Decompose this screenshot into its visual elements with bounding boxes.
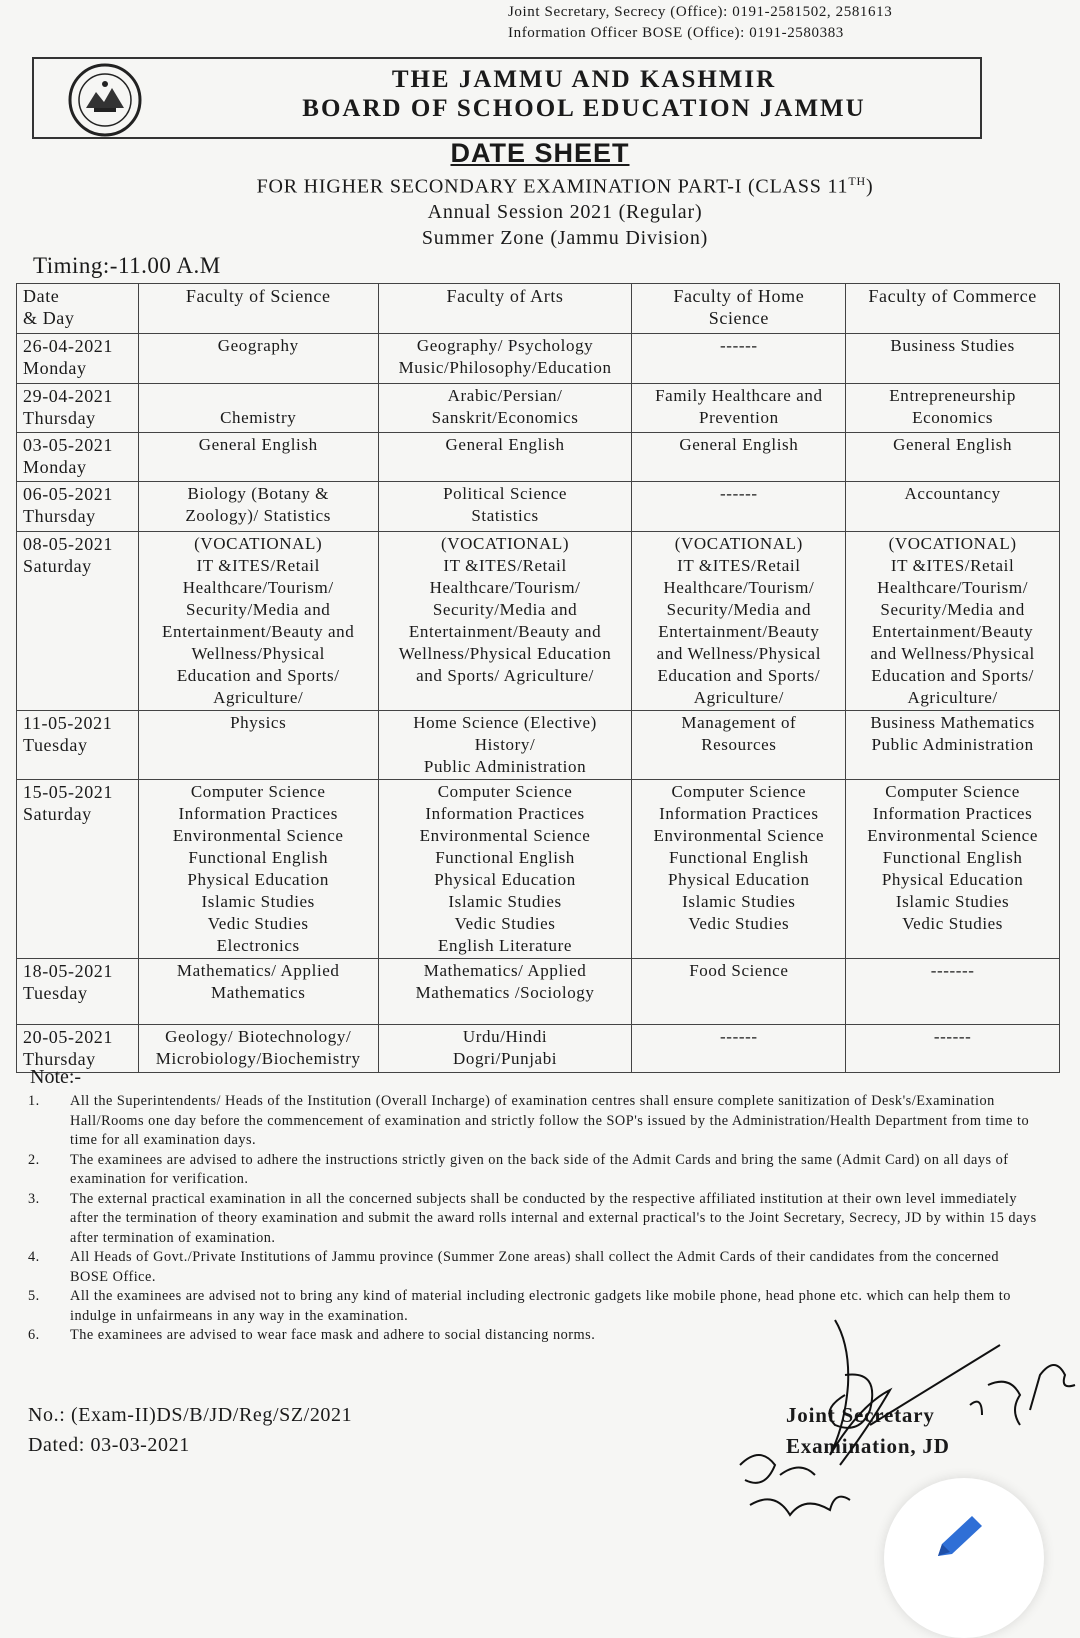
table-header-row bbox=[17, 284, 1060, 334]
reference-number: No.: (Exam-II)DS/B/JD/Reg/SZ/2021 bbox=[28, 1404, 353, 1426]
table-row bbox=[17, 780, 1060, 959]
table-row bbox=[17, 433, 1060, 482]
table-row bbox=[17, 334, 1060, 384]
signatory-department: Examination, JD bbox=[786, 1434, 950, 1458]
header-arts: Faculty of Arts bbox=[378, 284, 632, 334]
cell-science: Chemistry bbox=[138, 384, 378, 433]
pencil-icon bbox=[930, 1512, 990, 1562]
header-commerce: Faculty of Commerce bbox=[846, 284, 1060, 334]
cell-home: ------ bbox=[632, 482, 846, 532]
exam-subtitle-text: FOR HIGHER SECONDARY EXAMINATION PART-I (CLASS 11 bbox=[256, 175, 849, 198]
header-date: Date & Day bbox=[17, 284, 139, 334]
board-header bbox=[32, 57, 982, 139]
note-item bbox=[28, 1151, 1038, 1190]
note-item bbox=[28, 1248, 1038, 1287]
cell-commerce: Computer Science Information Practices Environmental Science Functional English Physical Education Islamic Studies Vedic Studies bbox=[846, 780, 1060, 959]
cell-home: ------ bbox=[632, 1025, 846, 1073]
cell-science: Geography bbox=[138, 334, 378, 384]
note-text: All Heads of Govt./Private Institutions of Jammu province (Summer Zone areas) shall collect the Admit Cards of their candidates from the concerned BOSE Office. bbox=[70, 1249, 999, 1285]
exam-subtitle bbox=[0, 174, 1080, 199]
note-text: All the Superintendents/ Heads of the Institution (Overall Incharge) of examination centres shall ensure complete sanitization of Desk's/Examination Hall/Rooms one day before the commencement of examination and strictly follow the SOP's issued by the Administration/Health Department from time to time for all examination days. bbox=[70, 1093, 1030, 1148]
note-text: The examinees are advised to adhere the instructions strictly given on the back side of the Admit Cards and bring the same (Admit Card) on all days of examination for verification. bbox=[70, 1151, 1009, 1187]
cell-home: Family Healthcare and Prevention bbox=[632, 384, 846, 433]
note-number: 4. bbox=[28, 1249, 40, 1265]
cell-science: Computer Science Information Practices Environmental Science Functional English Physical Education Islamic Studies Vedic Studies Electronics bbox=[138, 780, 378, 959]
signatory-block bbox=[786, 1400, 950, 1462]
cell-arts: Arabic/Persian/ Sanskrit/Economics bbox=[378, 384, 632, 433]
cell-commerce: Accountancy bbox=[846, 482, 1060, 532]
cell-home: ------ bbox=[632, 334, 846, 384]
cell-commerce: ------ bbox=[846, 1025, 1060, 1073]
board-name-line2: BOARD OF SCHOOL EDUCATION JAMMU bbox=[302, 95, 866, 122]
cell-date: 26-04-2021 Monday bbox=[17, 334, 139, 384]
signatory-title: Joint Secretary bbox=[786, 1403, 935, 1427]
note-number: 3. bbox=[28, 1190, 40, 1207]
exam-subtitle-sup: TH bbox=[848, 174, 866, 188]
date-sheet-table bbox=[16, 283, 1060, 1073]
note-number: 6. bbox=[28, 1327, 40, 1343]
exam-subtitle-close: ) bbox=[865, 175, 874, 198]
timing: Timing:-11.00 A.M bbox=[33, 253, 221, 278]
cell-home: (VOCATIONAL) IT &ITES/Retail Healthcare/Tourism/ Security/Media and Entertainment/Beauty and Wellness/Physical Education and Sports/ Agriculture/ bbox=[632, 532, 846, 711]
cell-arts: Home Science (Elective) History/ Public Administration bbox=[378, 711, 632, 780]
note-number: 1. bbox=[28, 1093, 40, 1109]
cell-arts: Computer Science Information Practices Environmental Science Functional English Physical Education Islamic Studies Vedic Studies English Literature bbox=[378, 780, 632, 959]
cell-arts: (VOCATIONAL) IT &ITES/Retail Healthcare/Tourism/ Security/Media and Entertainment/Beauty and Wellness/Physical Education and Sports/ Agriculture/ bbox=[378, 532, 632, 711]
reference-block bbox=[28, 1400, 352, 1460]
contact-line-information-officer: Information Officer BOSE (Office): 0191-2580383 bbox=[508, 25, 844, 41]
cell-science: Physics bbox=[138, 711, 378, 780]
edit-fab-button[interactable] bbox=[884, 1478, 1044, 1638]
note-text: The examinees are advised to wear face mask and adhere to social distancing norms. bbox=[70, 1327, 596, 1343]
cell-date: 11-05-2021 Tuesday bbox=[17, 711, 139, 780]
notes-list bbox=[28, 1092, 1038, 1346]
cell-science: General English bbox=[138, 433, 378, 482]
page-title bbox=[0, 138, 1080, 169]
cell-arts: Mathematics/ Applied Mathematics /Sociology bbox=[378, 959, 632, 1025]
cell-commerce: (VOCATIONAL) IT &ITES/Retail Healthcare/Tourism/ Security/Media and Entertainment/Beauty and Wellness/Physical Education and Sports/ Agriculture/ bbox=[846, 532, 1060, 711]
cell-home: Food Science bbox=[632, 959, 846, 1025]
cell-date: 03-05-2021 Monday bbox=[17, 433, 139, 482]
cell-home: Computer Science Information Practices Environmental Science Functional English Physical Education Islamic Studies Vedic Studies bbox=[632, 780, 846, 959]
cell-arts: Urdu/Hindi Dogri/Punjabi bbox=[378, 1025, 632, 1073]
table-row bbox=[17, 532, 1060, 711]
note-item bbox=[28, 1326, 1038, 1346]
note-text: The external practical examination in all the concerned subjects shall be conducted by the respective affiliated institution at their own level immediately after the termination of theory examination and submit the award rolls internal and external practical's to the Joint Secretary, Secrecy, JD by within 15 days after termination of examination. bbox=[70, 1190, 1037, 1246]
notes-heading: Note:- bbox=[30, 1066, 82, 1088]
cell-science: Mathematics/ Applied Mathematics bbox=[138, 959, 378, 1025]
table-row bbox=[17, 384, 1060, 433]
cell-arts: Political Science Statistics bbox=[378, 482, 632, 532]
cell-date: 06-05-2021 Thursday bbox=[17, 482, 139, 532]
table-row bbox=[17, 482, 1060, 532]
cell-date: 08-05-2021 Saturday bbox=[17, 532, 139, 711]
cell-commerce: General English bbox=[846, 433, 1060, 482]
cell-date: 20-05-2021 Thursday bbox=[17, 1025, 139, 1073]
board-name bbox=[244, 65, 924, 123]
header-science: Faculty of Science bbox=[138, 284, 378, 334]
cell-date: 29-04-2021 Thursday bbox=[17, 384, 139, 433]
cell-date: 15-05-2021 Saturday bbox=[17, 780, 139, 959]
board-name-line1: THE JAMMU AND KASHMIR bbox=[391, 66, 777, 93]
reference-date: Dated: 03-03-2021 bbox=[28, 1434, 190, 1456]
table-row bbox=[17, 711, 1060, 780]
cell-arts: Geography/ Psychology Music/Philosophy/Education bbox=[378, 334, 632, 384]
cell-science: Biology (Botany & Zoology)/ Statistics bbox=[138, 482, 378, 532]
cell-commerce: Entrepreneurship Economics bbox=[846, 384, 1060, 433]
contact-line-secretary: Joint Secretary, Secrecy (Office): 0191-2581502, 2581613 bbox=[508, 4, 893, 20]
date-sheet-title: DATE SHEET bbox=[450, 138, 630, 168]
table-row bbox=[17, 1025, 1060, 1073]
cell-commerce: ------- bbox=[846, 959, 1060, 1025]
header-home-science: Faculty of Home Science bbox=[632, 284, 846, 334]
session-line: Annual Session 2021 (Regular) bbox=[427, 201, 703, 223]
note-text: All the examinees are advised not to bring any kind of material including electronic gadgets like mobile phone, head phone etc. which can help them to indulge in unfairmeans in any way in the examination. bbox=[70, 1288, 1011, 1324]
contact-info bbox=[508, 2, 892, 44]
cell-science: Geology/ Biotechnology/ Microbiology/Biochemistry bbox=[138, 1025, 378, 1073]
cell-arts: General English bbox=[378, 433, 632, 482]
cell-commerce: Business Mathematics Public Administration bbox=[846, 711, 1060, 780]
note-item bbox=[28, 1190, 1038, 1249]
cell-home: Management of Resources bbox=[632, 711, 846, 780]
cell-science: (VOCATIONAL) IT &ITES/Retail Healthcare/Tourism/ Security/Media and Entertainment/Beauty and Wellness/Physical Education and Sports/ Agriculture/ bbox=[138, 532, 378, 711]
cell-home: General English bbox=[632, 433, 846, 482]
zone-line: Summer Zone (Jammu Division) bbox=[421, 227, 709, 249]
table-row bbox=[17, 959, 1060, 1025]
cell-commerce: Business Studies bbox=[846, 334, 1060, 384]
note-number: 5. bbox=[28, 1288, 40, 1304]
board-logo-icon bbox=[64, 62, 146, 138]
note-item bbox=[28, 1287, 1038, 1326]
cell-date: 18-05-2021 Tuesday bbox=[17, 959, 139, 1025]
note-number: 2. bbox=[28, 1151, 40, 1168]
note-item bbox=[28, 1092, 1038, 1151]
